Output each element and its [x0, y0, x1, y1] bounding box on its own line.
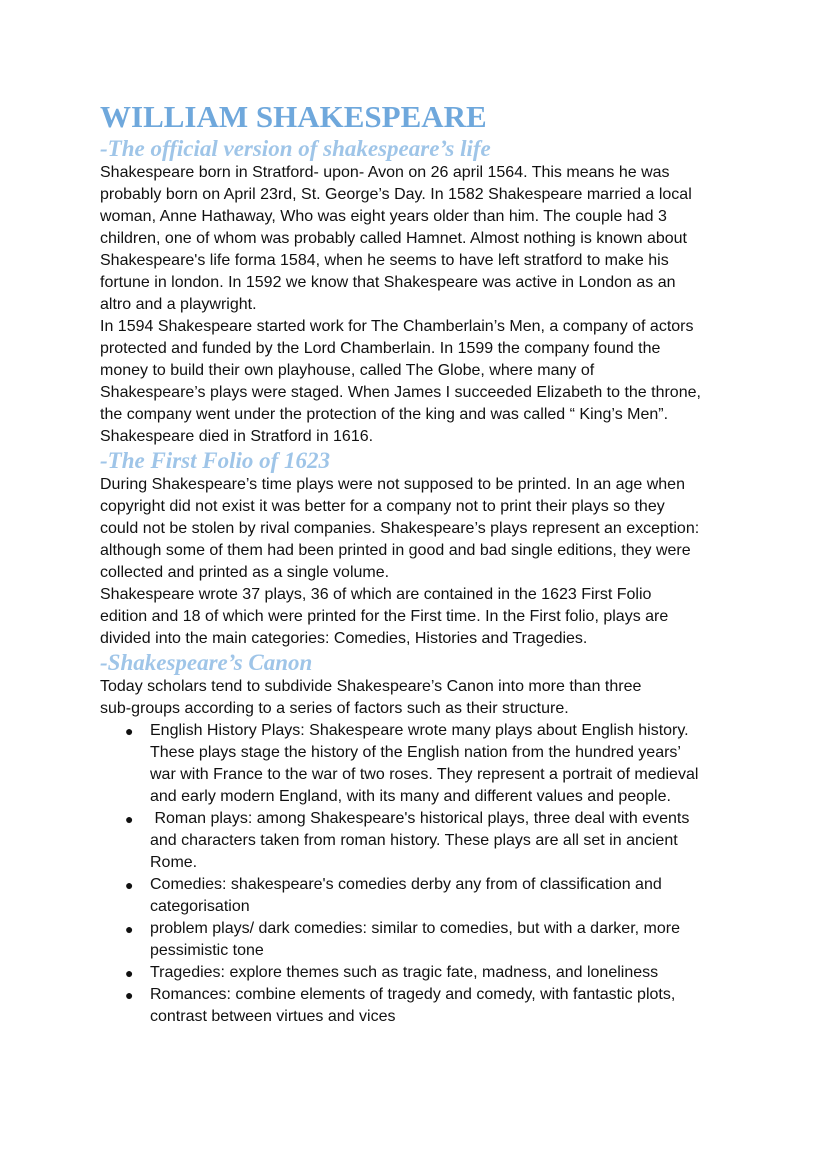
- section-heading: -Shakespeare’s Canon: [100, 650, 313, 675]
- text-line: These plays stage the history of the English nation from the hundred years’: [150, 744, 681, 761]
- document-title: WILLIAM SHAKESPEARE: [100, 99, 487, 134]
- text-line: Shakespeare wrote 37 plays, 36 of which are contained in the 1623 First Folio: [100, 586, 652, 603]
- list-item: [100, 808, 740, 874]
- text-line: war with France to the war of two roses. They represent a portrait of medieval: [150, 766, 699, 783]
- canon-list: [100, 720, 740, 1028]
- text-line: children, one of whom was probably called Hamnet. Almost nothing is known about: [100, 230, 687, 247]
- text-line: sub-groups according to a series of factors such as their structure.: [100, 700, 569, 717]
- text-line: Shakespeare died in Stratford in 1616.: [100, 428, 374, 445]
- text-line: copyright did not exist it was better for a company not to print their plays so they: [100, 498, 665, 515]
- text-line: Romances: combine elements of tragedy and comedy, with fantastic plots,: [150, 986, 676, 1003]
- paragraph: [100, 584, 740, 650]
- text-line: collected and printed as a single volume.: [100, 564, 390, 581]
- text-line: Tragedies: explore themes such as tragic fate, madness, and loneliness: [150, 964, 659, 981]
- text-line: Shakespeare born in Stratford- upon- Avon on 26 april 1564. This means he was: [100, 164, 670, 181]
- list-item: [100, 918, 740, 962]
- text-line: Roman plays: among Shakespeare's historical plays, three deal with events: [150, 810, 690, 827]
- bullet-icon: ●: [125, 811, 134, 827]
- text-line: divided into the main categories: Comedies, Histories and Tragedies.: [100, 630, 588, 647]
- text-line: Comedies: shakespeare's comedies derby any from of classification and: [150, 876, 662, 893]
- text-line: Today scholars tend to subdivide Shakespeare’s Canon into more than three: [100, 678, 642, 695]
- text-line: and characters taken from roman history. These plays are all set in ancient: [150, 832, 678, 849]
- text-line: altro and a playwright.: [100, 296, 257, 313]
- text-line: contrast between virtues and vices: [150, 1008, 396, 1025]
- text-line: problem plays/ dark comedies: similar to comedies, but with a darker, more: [150, 920, 680, 937]
- text-line: During Shakespeare’s time plays were not supposed to be printed. In an age when: [100, 476, 685, 493]
- text-line: English History Plays: Shakespeare wrote many plays about English history.: [150, 722, 689, 739]
- document-page: [100, 98, 740, 1028]
- paragraph: [100, 162, 740, 316]
- text-line: fortune in london. In 1592 we know that Shakespeare was active in London as an: [100, 274, 676, 291]
- text-line: Rome.: [150, 854, 198, 871]
- list-item: [100, 962, 740, 984]
- document-body: [100, 136, 740, 1028]
- list-item: [100, 874, 740, 918]
- section-heading: -The First Folio of 1623: [100, 448, 331, 473]
- text-line: In 1594 Shakespeare started work for The Chamberlain’s Men, a company of actors: [100, 318, 694, 335]
- paragraph: [100, 474, 740, 584]
- paragraph: [100, 316, 740, 448]
- text-line: Shakespeare's life forma 1584, when he seems to have left stratford to make his: [100, 252, 669, 269]
- text-line: and early modern England, with its many and different values and people.: [150, 788, 671, 805]
- list-item: [100, 720, 740, 808]
- text-line: categorisation: [150, 898, 250, 915]
- bullet-icon: ●: [125, 965, 134, 981]
- text-line: protected and funded by the Lord Chamberlain. In 1599 the company found the: [100, 340, 661, 357]
- paragraph: [100, 676, 740, 720]
- text-line: the company went under the protection of the king and was called “ King’s Men”.: [100, 406, 669, 423]
- section-heading: -The official version of shakespeare’s life: [100, 136, 491, 161]
- text-line: probably born on April 23rd, St. George’s Day. In 1582 Shakespeare married a local: [100, 186, 692, 203]
- bullet-icon: ●: [125, 723, 134, 739]
- bullet-icon: ●: [125, 877, 134, 893]
- text-line: money to build their own playhouse, called The Globe, where many of: [100, 362, 595, 379]
- list-item: [100, 984, 740, 1028]
- bullet-icon: ●: [125, 921, 134, 937]
- text-line: could not be stolen by rival companies. Shakespeare’s plays represent an exception:: [100, 520, 700, 537]
- text-line: woman, Anne Hathaway, Who was eight years older than him. The couple had 3: [100, 208, 667, 225]
- text-line: Shakespeare’s plays were staged. When James I succeeded Elizabeth to the throne,: [100, 384, 701, 401]
- text-line: edition and 18 of which were printed for the First time. In the First folio, plays are: [100, 608, 669, 625]
- text-line: pessimistic tone: [150, 942, 264, 959]
- text-line: although some of them had been printed in good and bad single editions, they were: [100, 542, 691, 559]
- bullet-icon: ●: [125, 987, 134, 1003]
